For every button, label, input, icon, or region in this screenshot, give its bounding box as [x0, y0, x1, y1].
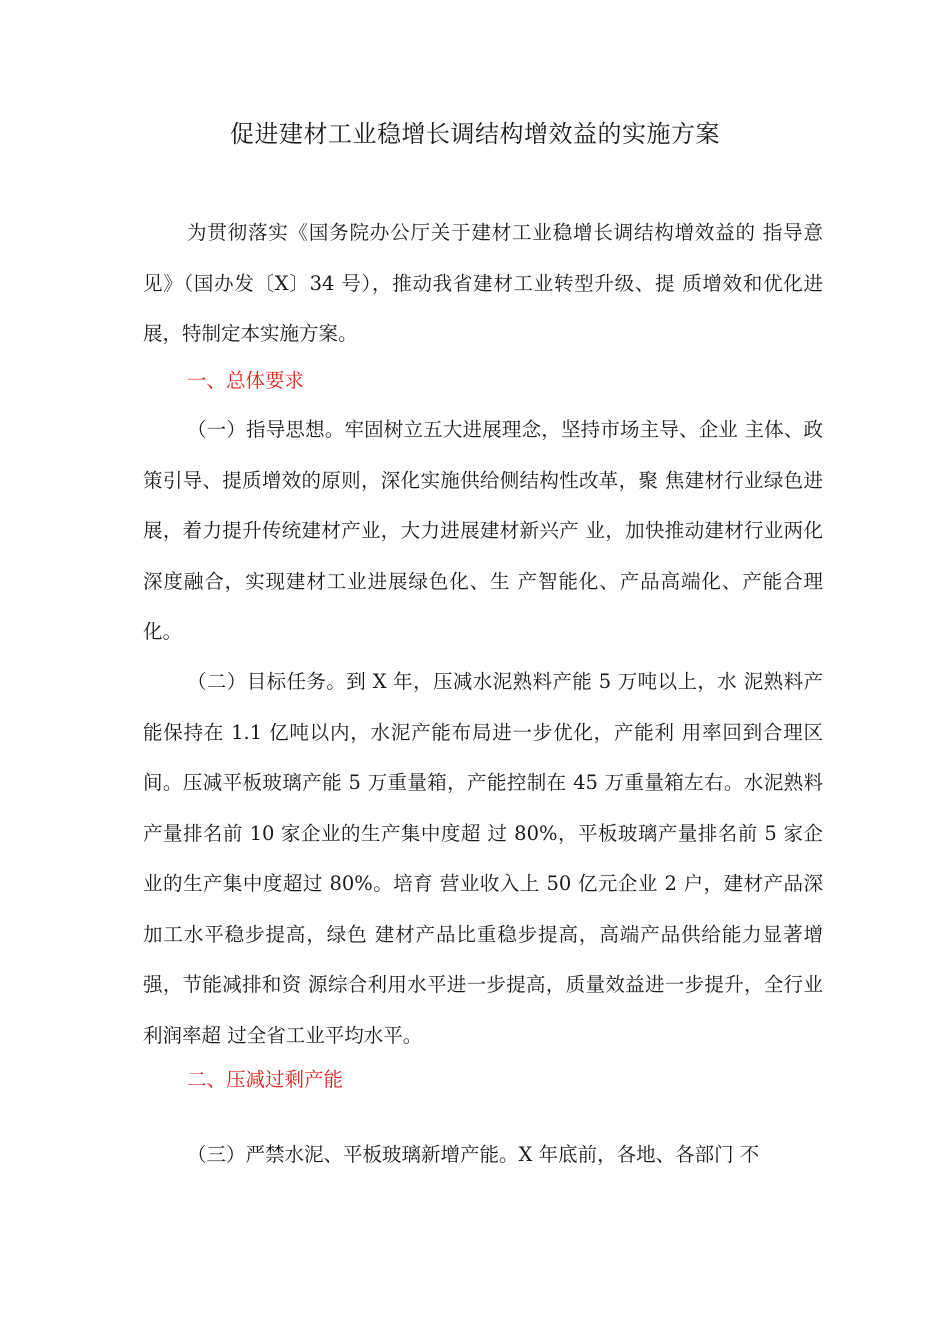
section-heading-overall-requirements: 一、总体要求 [187, 369, 305, 392]
intro-paragraph: 为贯彻落实《国务院办公厅关于建材工业稳增长调结构增效益的 指导意见》（国办发〔X〕34 号），推动我省建材工业转型升级、提 质增效和优化进展，特制定本实施方案。 [143, 221, 823, 345]
paragraph-guiding-thought: （一）指导思想。牢固树立五大进展理念，坚持市场主导、企业 主体、政策引导、提质增效的原则，深化实施供给侧结构性改革，聚 焦建材行业绿色进展，着力提升传统建材产业，大力进展建材新兴产 业，加快推动建材行业两化深度融合，实现建材工业进展绿色化、生 产智能化、产品高端化、产能合理化。 [143, 418, 823, 643]
document-title: 促进建材工业稳增长调结构增效益的实施方案 [230, 120, 720, 148]
section-heading-reduce-overcapacity: 二、压减过剩产能 [187, 1068, 344, 1091]
paragraph-ban-new-capacity: （三）严禁水泥、平板玻璃新增产能。X 年底前，各地、各部门 不 [187, 1143, 760, 1166]
paragraph-targets: （二）目标任务。到 X 年，压减水泥熟料产能 5 万吨以上，水 泥熟料产能保持在 1.1 亿吨以内，水泥产能布局进一步优化，产能利 用率回到合理区间。压减平板玻璃产能 5 万重量箱，产能控制在 45 万重量箱左右。水泥熟料产量排名前 10 家企业的生产集中度超 过 80%，平板玻璃产量排名前 5 家企业的生产集中度超过 80%。培育 营业收入上 50 亿元企业 2 户，建材产品深加工水平稳步提高，绿色 建材产品比重稳步提高，高端产品供给能力显著增强，节能减排和资 源综合利用水平进一步提高，质量效益进一步提升，全行业利润率超 过全省工业平均水平。 [143, 670, 823, 1047]
